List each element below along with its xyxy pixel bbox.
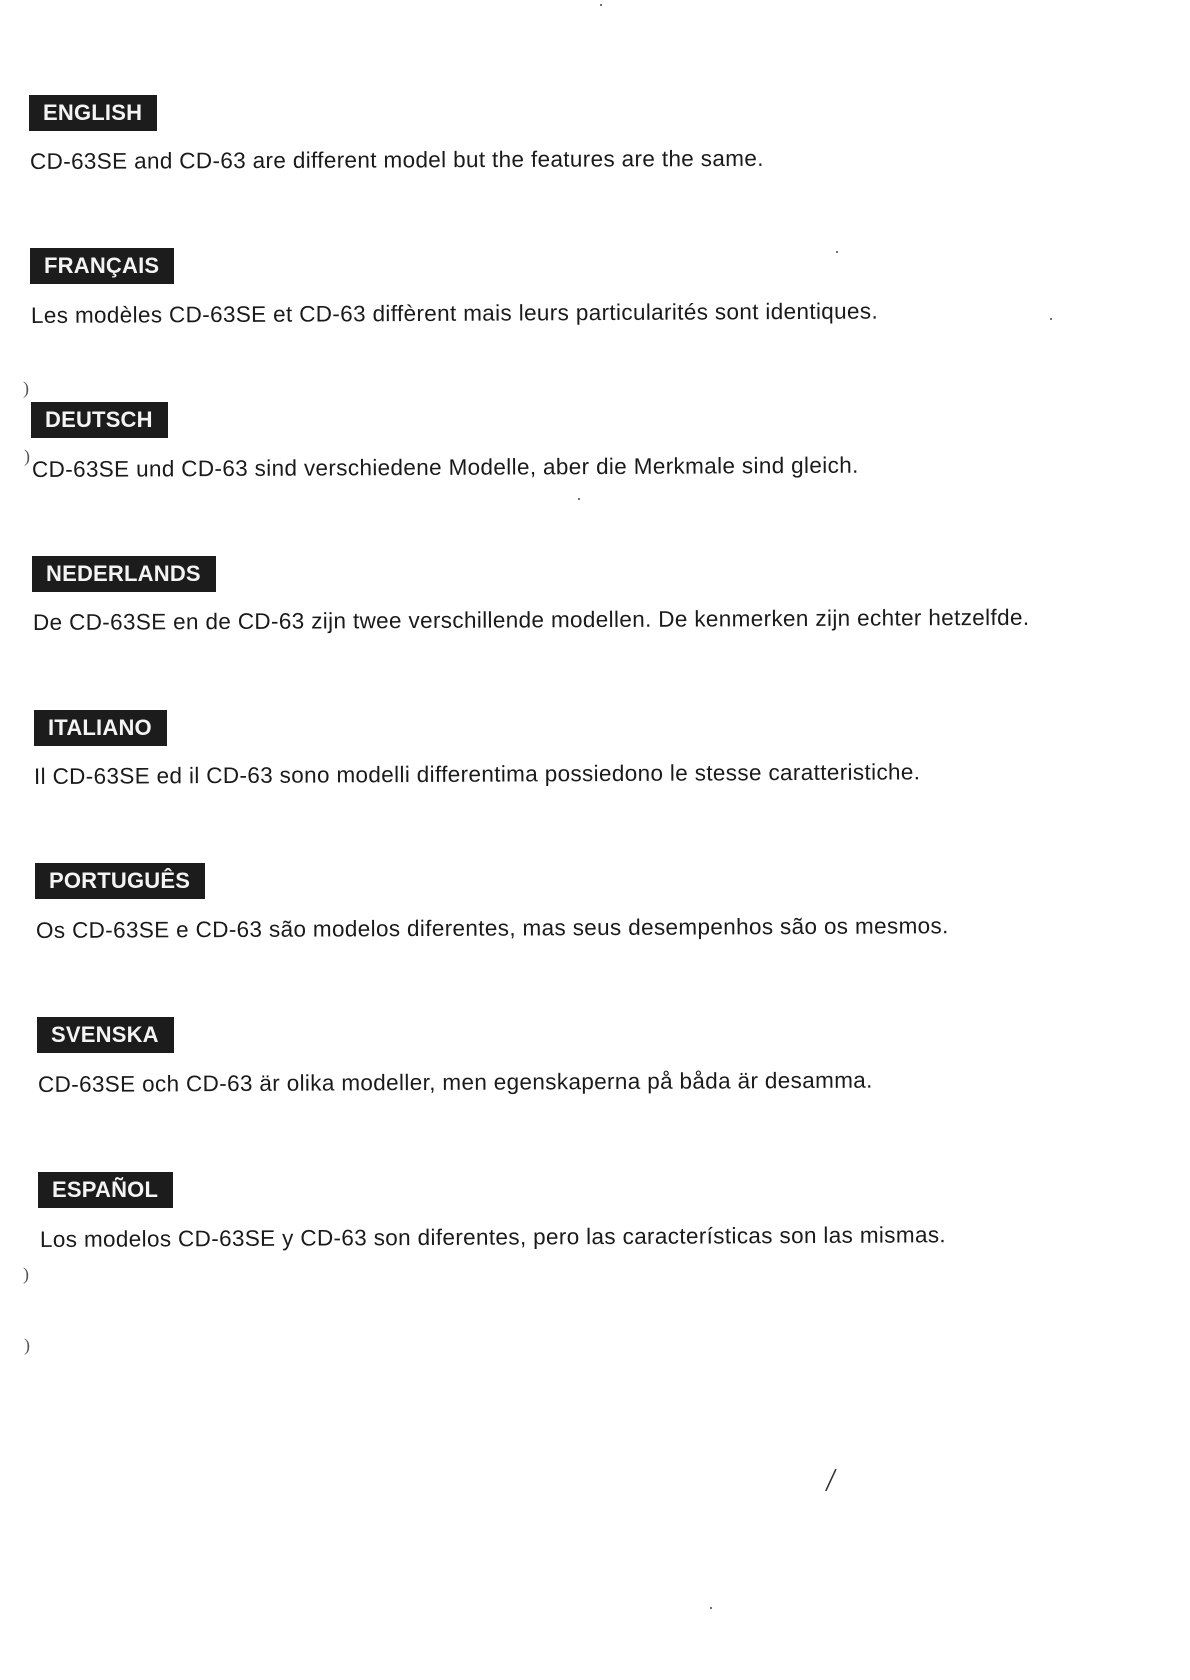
language-heading-english: ENGLISH bbox=[29, 95, 157, 131]
statement-svenska: CD-63SE och CD-63 är olika modeller, men egenskaperna på båda är desamma. bbox=[37, 1067, 873, 1097]
statement-espanol: Los modelos CD-63SE y CD-63 son diferentes, pero las características son las mismas. bbox=[39, 1222, 947, 1252]
statement-english: CD-63SE and CD-63 are different model but the features are the same. bbox=[29, 145, 764, 174]
scan-speck bbox=[836, 251, 838, 253]
language-heading-italiano: ITALIANO bbox=[34, 710, 167, 746]
language-heading-nederlands: NEDERLANDS bbox=[32, 556, 216, 592]
scan-speck bbox=[578, 498, 580, 500]
statement-italiano: Il CD-63SE ed il CD-63 sono modelli differentima possiedono le stesse caratteristiche. bbox=[33, 759, 921, 789]
scan-speck bbox=[710, 1607, 712, 1609]
scan-mark: ) bbox=[24, 1335, 30, 1355]
statement-nederlands: De CD-63SE en de CD-63 zijn twee verschillende modellen. De kenmerken zijn echter hetzelfde. bbox=[32, 604, 1030, 635]
scan-speck bbox=[1050, 318, 1052, 320]
language-heading-svenska: SVENSKA bbox=[37, 1017, 174, 1053]
language-heading-deutsch: DEUTSCH bbox=[31, 402, 168, 438]
language-heading-francais: FRANÇAIS bbox=[30, 248, 174, 284]
statement-francais: Les modèles CD-63SE et CD-63 diffèrent mais leurs particularités sont identiques. bbox=[30, 298, 879, 328]
pencil-stroke: / bbox=[824, 1461, 838, 1500]
scan-mark: ) bbox=[24, 446, 30, 466]
scan-speck bbox=[600, 4, 602, 6]
statement-portugues: Os CD-63SE e CD-63 são modelos diferentes, mas seus desempenhos são os mesmos. bbox=[35, 913, 949, 943]
language-heading-portugues: PORTUGUÊS bbox=[35, 863, 205, 899]
language-heading-espanol: ESPAÑOL bbox=[38, 1172, 173, 1208]
scan-mark: ) bbox=[23, 1264, 29, 1284]
statement-deutsch: CD-63SE und CD-63 sind verschiedene Modelle, aber die Merkmale sind gleich. bbox=[31, 452, 859, 482]
scan-mark: ) bbox=[23, 378, 29, 398]
